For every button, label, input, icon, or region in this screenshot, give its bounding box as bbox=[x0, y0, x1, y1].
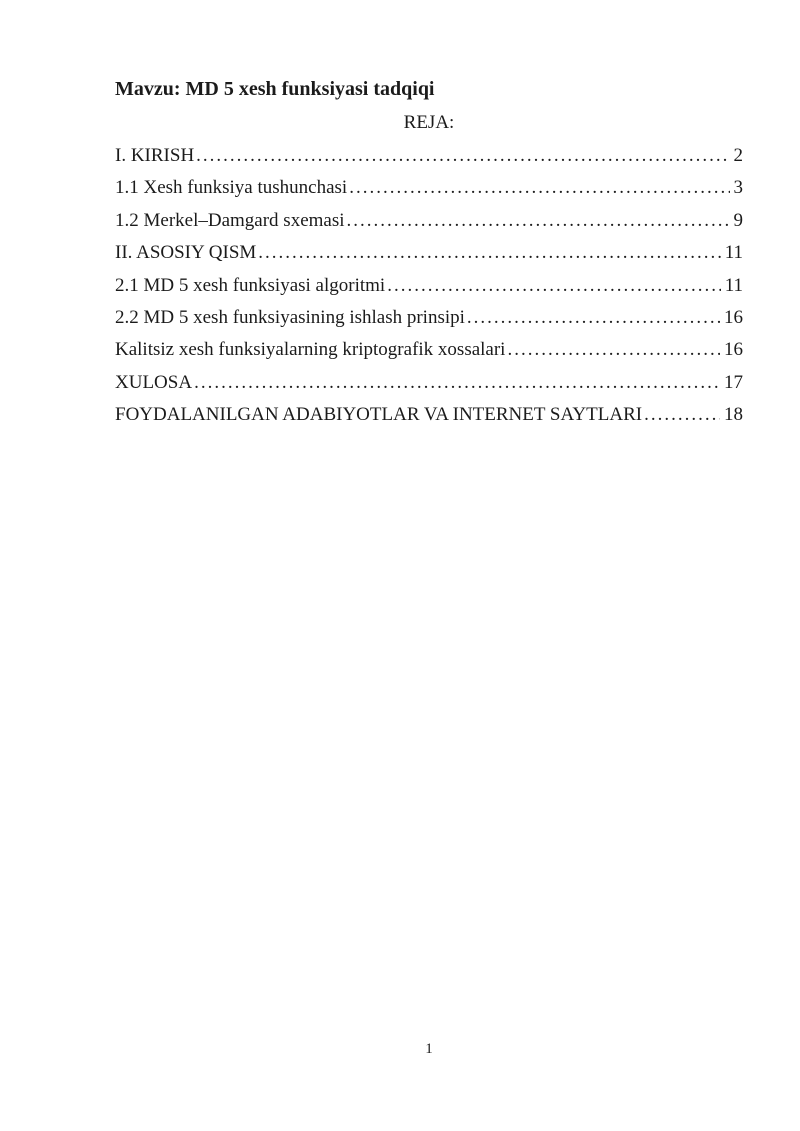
toc-entry bbox=[115, 334, 743, 366]
toc-entry-label: 1.2 Merkel–Damgard sxemasi bbox=[115, 209, 345, 231]
toc-entry-label: Kalitsiz xesh funksiyalarning kriptografik xossalari bbox=[115, 339, 506, 361]
toc-entry bbox=[115, 367, 743, 399]
toc-leader-dots bbox=[644, 399, 720, 431]
toc-entry bbox=[115, 205, 743, 237]
footer-page-number: 1 bbox=[425, 1041, 433, 1057]
toc-leader-dots bbox=[507, 334, 720, 366]
toc-entry bbox=[115, 237, 743, 269]
toc-entry bbox=[115, 302, 743, 334]
toc-leader-dots bbox=[194, 367, 720, 399]
toc-entry-label: II. ASOSIY QISM bbox=[115, 242, 257, 264]
toc-entry-page: 2 bbox=[733, 145, 743, 166]
toc-entry-page: 16 bbox=[724, 306, 743, 328]
toc-entry-label: 2.2 MD 5 xesh funksiyasining ishlash prinsipi bbox=[115, 306, 465, 328]
toc-entry bbox=[115, 172, 743, 204]
toc-entry-page: 3 bbox=[733, 177, 743, 199]
toc-leader-dots bbox=[347, 205, 730, 237]
toc-entry-label: FOYDALANILGAN ADABIYOTLAR VA INTERNET SAYTLARI bbox=[115, 404, 643, 426]
document-title: Mavzu: MD 5 xesh funksiyasi tadqiqi bbox=[115, 78, 435, 100]
toc-entry-page: 11 bbox=[724, 274, 743, 296]
toc-leader-dots bbox=[467, 302, 720, 334]
toc-entry-page: 11 bbox=[724, 242, 743, 264]
toc-entry bbox=[115, 270, 743, 302]
toc-leader-dots bbox=[258, 237, 720, 269]
toc-entry-page: 9 bbox=[733, 209, 743, 231]
toc-entry bbox=[115, 399, 743, 431]
toc-leader-dots bbox=[196, 140, 729, 172]
toc-leader-dots bbox=[387, 270, 721, 302]
toc-entry-page: 16 bbox=[724, 339, 743, 361]
toc-entry-page: 18 bbox=[724, 404, 743, 426]
toc-entry-label: 1.1 Xesh funksiya tushunchasi bbox=[115, 177, 348, 199]
document-content bbox=[115, 72, 743, 432]
toc-entry-label: XULOSA bbox=[115, 371, 193, 393]
toc-entry-page: 17 bbox=[724, 371, 743, 393]
toc-entry-label: I. KIRISH bbox=[115, 145, 195, 166]
toc-entry bbox=[115, 140, 743, 172]
toc-leader-dots bbox=[349, 172, 729, 204]
table-of-contents bbox=[115, 140, 743, 432]
reja-heading: REJA: bbox=[403, 112, 455, 133]
toc-entry-label: 2.1 MD 5 xesh funksiyasi algoritmi bbox=[115, 274, 386, 296]
